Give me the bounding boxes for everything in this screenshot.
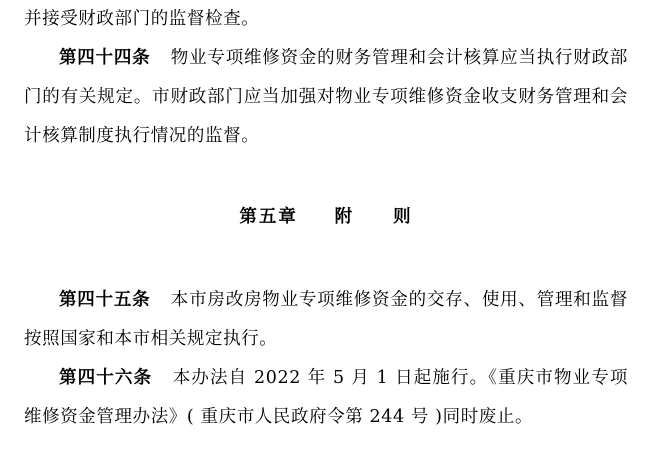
chapter-heading [24, 198, 628, 237]
paragraph-text: 本市房改房物业专项维修资金的交存、使用、管理和监督按照国家和本市相关规定执行。 [24, 290, 629, 349]
vertical-spacer [24, 237, 628, 281]
paragraph-continuation [24, 0, 628, 39]
paragraph-text: 本办法自 2022 年 5 月 1 日起施行。《重庆市物业专项维修资金管理办法》( 重庆市人民政府令第 244 号 )同时废止。 [24, 368, 628, 427]
article-label-44: 第四十四条 [59, 48, 151, 68]
chapter-number: 第五章 [239, 207, 298, 227]
paragraph-article-44 [24, 39, 628, 156]
paragraph-text: 并接受财政部门的监督检查。 [24, 9, 260, 29]
article-label-45: 第四十五条 [59, 290, 151, 310]
chapter-title: 附 则 [334, 207, 413, 227]
paragraph-article-46 [24, 359, 628, 437]
paragraph-text: 物业专项维修资金的财务管理和会计核算应当执行财政部门的有关规定。市财政部门应当加强对物业专项维修资金收支财务管理和会计核算制度执行情况的监督。 [24, 48, 629, 146]
vertical-spacer [24, 156, 628, 198]
paragraph-article-45 [24, 281, 628, 359]
article-label-46: 第四十六条 [59, 368, 153, 388]
